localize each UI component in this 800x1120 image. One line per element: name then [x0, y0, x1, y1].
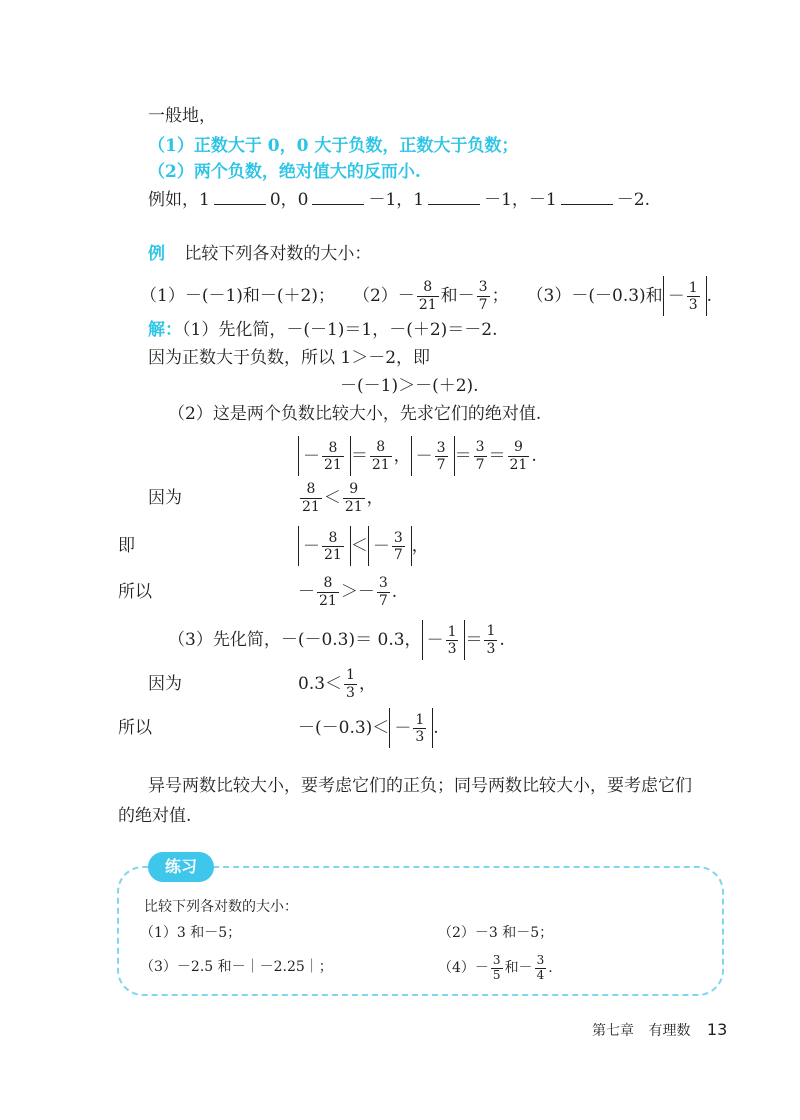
rule-2: （2）两个负数，绝对值大的反而小. [148, 162, 421, 182]
example-label: 例 [148, 244, 165, 264]
question-row [140, 274, 712, 318]
blank-3[interactable] [428, 190, 480, 205]
solution-2-line-1: （2）这是两个负数比较大小，先求它们的绝对值. [168, 404, 542, 424]
blank-2[interactable] [312, 190, 364, 205]
blank-4[interactable] [561, 190, 613, 205]
fill-part-1: 例如，1 [148, 190, 210, 210]
fraction: $\frac{8}{21}$ [418, 279, 437, 313]
absolute-value: － $\frac{1}{3}$ [663, 276, 707, 316]
suoyi-label-3: 所以 [118, 718, 152, 738]
blank-1[interactable] [214, 190, 266, 205]
fill-part-5: －2. [616, 190, 650, 210]
fraction: $\frac{3}{7}$ [478, 279, 488, 313]
page-number: 13 [706, 1020, 728, 1039]
practice-item-4: （4）－ $\frac{3}{5}$ 和－ $\frac{3}{4}$ . [438, 952, 553, 982]
example-text: 比较下列各对数的大小： [184, 244, 372, 264]
intro-text: 一般地， [148, 106, 216, 126]
practice-item-3: （3）－2.5 和－｜－2.25｜； [140, 959, 333, 975]
since-label: 因为 [148, 488, 182, 508]
question-2-end: ； [491, 285, 509, 306]
footer-chapter: 第七章 [592, 1023, 634, 1039]
ji-expression: － $\frac{8}{21}$ ＜ － $\frac{3}{7}$ ， [298, 524, 429, 568]
ji-label: 即 [118, 536, 135, 556]
since-label-3: 因为 [148, 674, 182, 694]
practice-tab: 练习 [148, 852, 214, 882]
rule-1: （1）正数大于 0，0 大于负数，正数大于负数； [148, 136, 519, 156]
solution-label: 解： [148, 320, 182, 340]
abs-value-equation: － $\frac{8}{21}$ ＝ $\frac{8}{21}$ ， － $\frac{3}{7}$ ＝ $\frac{3}{7}$ ＝ $\frac{9}{21}$ . [298, 434, 537, 478]
since-expression-3: 0.3＜ $\frac{1}{3}$ ， [298, 667, 376, 701]
suoyi-label: 所以 [118, 582, 152, 602]
footer-title: 有理数 [648, 1023, 691, 1039]
suoyi-expression: － $\frac{8}{21}$ ＞ － $\frac{3}{7}$ . [298, 575, 398, 609]
summary-line-1: 异号两数比较大小，要考虑它们的正负；同号两数比较大小，要考虑它们 [148, 776, 692, 796]
fill-part-2: 0，0 [269, 190, 309, 210]
example-heading [148, 246, 371, 263]
practice-title: 比较下列各对数的大小： [144, 899, 298, 915]
example-fill-line [148, 190, 650, 209]
summary-line-2: 的绝对值. [118, 806, 192, 826]
solution-3-line-1: （3）先化简，－(－0.3)＝ 0.3， － $\frac{1}{3}$ ＝ $\frac{1}{3}$ . [168, 618, 505, 662]
practice-item-1: （1）3 和－5； [140, 925, 242, 941]
question-3-prefix: （3）－(－0.3)和 [526, 285, 663, 306]
question-3-end: . [706, 285, 713, 306]
suoyi-expression-3: －(－0.3)＜ － $\frac{1}{3}$ . [298, 706, 439, 750]
solution-1-line-3: －(－1)＞－(＋2). [340, 376, 479, 396]
fill-part-3: －1，1 [368, 190, 425, 210]
solution-1-line-1: 解：（1）先化简，－(－1)＝1，－(＋2)＝－2. [148, 320, 498, 340]
fill-part-4: －1，－1 [484, 190, 557, 210]
solution-1-line-2: 因为正数大于负数，所以 1＞－2，即 [148, 348, 431, 368]
question-2-and: 和－ [440, 285, 475, 306]
footer [592, 1022, 727, 1038]
question-2-prefix: （2）－ [352, 285, 415, 306]
question-1: （1）－(－1)和－(＋2)； [140, 285, 335, 306]
practice-item-2: （2）－3 和－5； [438, 925, 554, 941]
since-expression: $\frac{8}{21}$ ＜ $\frac{9}{21}$ ， [302, 481, 384, 515]
